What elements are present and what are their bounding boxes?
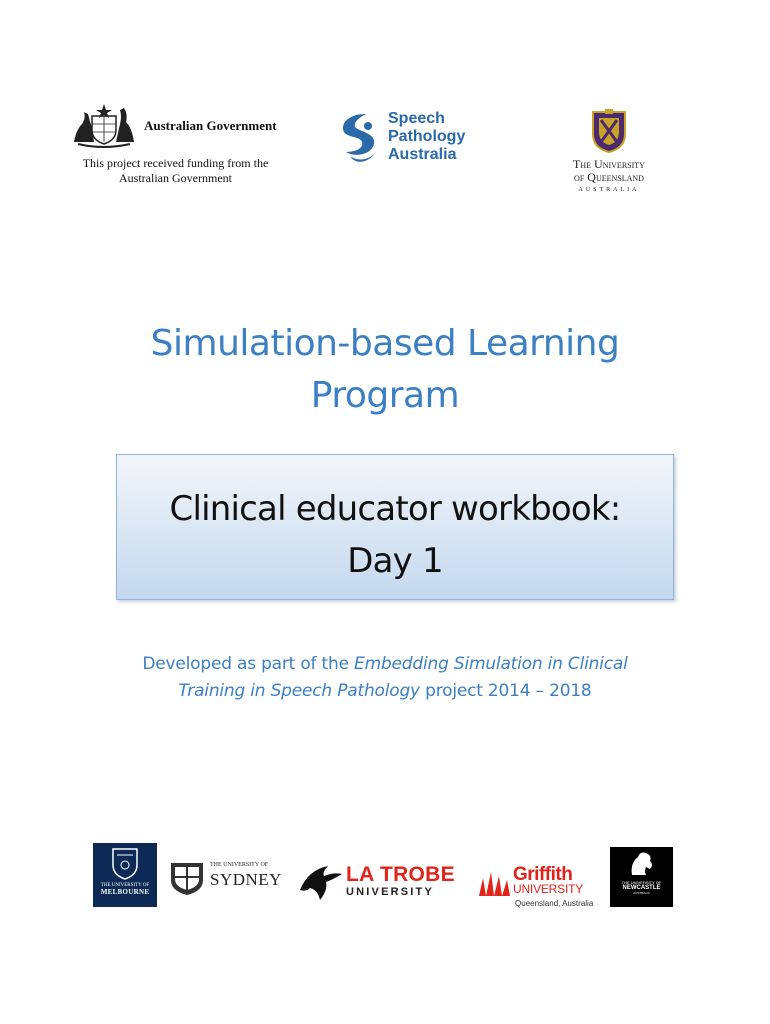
project-statement-prefix: Developed as part of the [142, 654, 355, 674]
newcastle-line-1: THE UNIVERSITY OF [621, 880, 662, 885]
project-name-part-1: Embedding Simulation in Clinical [354, 654, 628, 674]
university-of-queensland-logo [557, 108, 661, 198]
project-statement-line-2 [80, 678, 690, 705]
latrobe-line-1: LA TROBE [346, 863, 455, 886]
project-statement-line-1 [80, 651, 690, 678]
spa-line-3: Australia [388, 146, 457, 163]
griffith-line-3: Queensland, Australia [515, 899, 594, 908]
uq-wordmark [557, 158, 661, 184]
melbourne-line-2: MELBOURNE [100, 888, 150, 896]
la-trobe-bird-icon [298, 860, 344, 902]
newcastle-line-3: AUSTRALIA [633, 891, 650, 895]
newcastle-horse-icon [610, 847, 673, 879]
workbook-title-line-2: Day 1 [347, 541, 443, 581]
la-trobe-university-logo [298, 860, 464, 902]
university-of-newcastle-logo [610, 847, 673, 907]
latrobe-line-2: UNIVERSITY [346, 886, 435, 898]
griffith-line-2: UNIVERSITY [513, 882, 584, 896]
spa-line-1: Speech [388, 110, 445, 127]
griffith-line-1: Griffith [513, 864, 573, 885]
uq-crest-icon [589, 108, 629, 154]
melbourne-wordmark [93, 883, 157, 896]
uq-line-1: The University [573, 157, 645, 171]
uq-line-2: of Queensland [574, 170, 644, 184]
coat-of-arms-icon [70, 102, 138, 148]
newcastle-line-2: NEWCASTLE [622, 885, 661, 891]
university-of-melbourne-logo [93, 843, 157, 907]
project-statement [80, 651, 690, 705]
funding-line-2: Australian Government [119, 171, 232, 185]
workbook-title-line-1: Clinical educator workbook: [169, 489, 621, 529]
sydney-line-1: THE UNIVERSITY OF [210, 862, 269, 868]
uq-country: AUSTRALIA [578, 187, 640, 193]
program-title [90, 318, 680, 422]
project-statement-suffix: project 2014 – 2018 [419, 681, 592, 701]
workbook-title [117, 483, 673, 587]
speech-pathology-australia-logo [336, 110, 476, 170]
australian-government-name: Australian Government [144, 118, 277, 133]
program-title-line-2: Program [310, 375, 460, 416]
sydney-line-2: SYDNEY [210, 870, 282, 889]
funding-statement [68, 156, 283, 186]
program-title-line-1: Simulation-based Learning [150, 323, 620, 364]
newcastle-wordmark [610, 880, 673, 895]
project-name-part-2: Training in Speech Pathology [178, 681, 420, 701]
sydney-crest-icon [168, 860, 206, 896]
griffith-flame-icon [477, 868, 513, 900]
spa-line-2: Pathology [388, 128, 466, 145]
melbourne-line-1: THE UNIVERSITY OF [100, 883, 150, 888]
australian-government-logo [68, 100, 283, 190]
funding-line-1: This project received funding from the [82, 156, 269, 170]
workbook-title-box [116, 454, 674, 600]
griffith-university-logo [477, 864, 597, 910]
spa-swirl-icon [336, 112, 380, 166]
university-of-sydney-logo [168, 860, 280, 896]
melbourne-crest-icon [93, 843, 157, 883]
spa-wordmark [388, 110, 465, 164]
